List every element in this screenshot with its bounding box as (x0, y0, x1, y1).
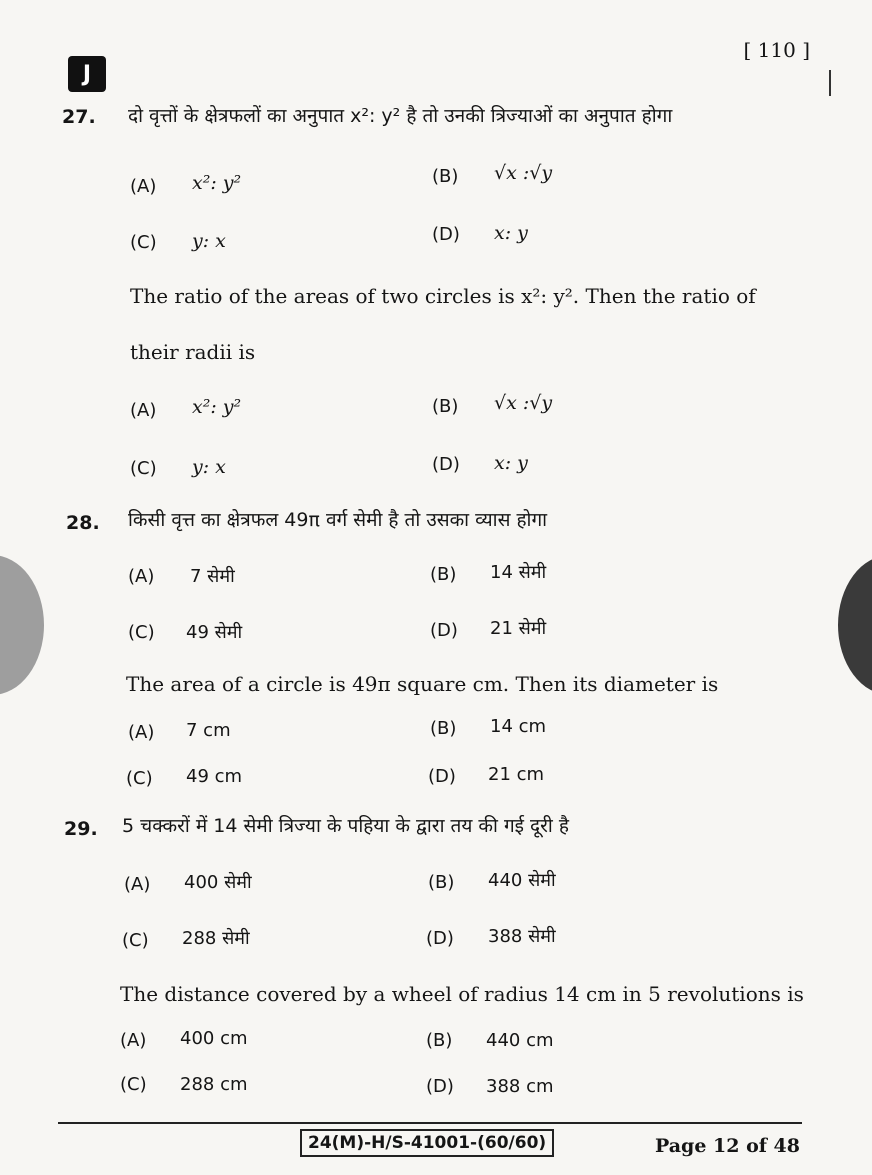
option-label: (A) (128, 722, 155, 743)
option-value: 388 सेमी (488, 926, 556, 947)
margin-mark (829, 70, 831, 96)
option-label: (D) (426, 1076, 454, 1097)
binder-hole-left (0, 555, 44, 695)
question-number: 29. (64, 818, 98, 840)
question-text-hindi: 5 चक्करों में 14 सेमी त्रिज्या के पहिया के द्वारा तय की गई दूरी है (122, 815, 569, 837)
option-label: (D) (430, 620, 458, 641)
option-label: (C) (126, 768, 153, 789)
option-label: (A) (124, 874, 151, 895)
option-label: (D) (432, 454, 460, 475)
option-value: 288 cm (180, 1074, 248, 1095)
option-value: x: y (494, 222, 528, 244)
option-value: √x :√y (494, 392, 553, 414)
option-value: 14 सेमी (490, 562, 547, 583)
option-label: (D) (432, 224, 460, 245)
question-text-hindi: दो वृत्तों के क्षेत्रफलों का अनुपात x²: y² है तो उनकी त्रिज्याओं का अनुपात होगा (128, 105, 673, 127)
option-value: 7 सेमी (190, 566, 235, 587)
binder-hole-right (838, 555, 872, 695)
option-value: x: y (494, 452, 528, 474)
option-label: (D) (428, 766, 456, 787)
section-badge: J (68, 56, 106, 92)
option-value: 288 सेमी (182, 928, 250, 949)
option-label: (B) (432, 166, 459, 187)
option-value: 21 सेमी (490, 618, 547, 639)
option-label: (B) (430, 718, 457, 739)
option-label: (A) (120, 1030, 147, 1051)
option-label: (C) (128, 622, 155, 643)
option-value: y: x (192, 456, 226, 478)
option-label: (B) (430, 564, 457, 585)
option-value: √x :√y (494, 162, 553, 184)
option-label: (B) (432, 396, 459, 417)
option-label: (C) (130, 458, 157, 479)
option-value: 400 cm (180, 1028, 248, 1049)
question-text-english: The distance covered by a wheel of radius 14 cm in 5 revolutions is (120, 982, 804, 1006)
option-value: y: x (192, 230, 226, 252)
question-number: 27. (62, 106, 96, 128)
option-value: 400 सेमी (184, 872, 252, 893)
option-value: 7 cm (186, 720, 231, 741)
paper-code: 24(M)-H/S-41001-(60/60) (300, 1129, 554, 1157)
option-label: (A) (130, 176, 157, 197)
option-label: (B) (428, 872, 455, 893)
option-label: (C) (122, 930, 149, 951)
option-value: 440 सेमी (488, 870, 556, 891)
question-text-english: The ratio of the areas of two circles is x²: y². Then the ratio of (130, 284, 756, 308)
footer-page-number: Page 12 of 48 (654, 1135, 800, 1157)
option-value: 440 cm (486, 1030, 554, 1051)
option-value: 21 cm (488, 764, 545, 785)
option-label: (C) (120, 1074, 147, 1095)
option-value: 14 cm (490, 716, 547, 737)
question-text-english-cont: their radii is (130, 340, 256, 364)
option-label: (D) (426, 928, 454, 949)
footer-rule (58, 1122, 802, 1124)
question-number: 28. (66, 512, 100, 534)
option-label: (B) (426, 1030, 453, 1051)
question-text-english: The area of a circle is 49π square cm. Then its diameter is (126, 672, 719, 696)
option-value: 49 cm (186, 766, 243, 787)
option-value: 49 सेमी (186, 622, 243, 643)
option-value: 388 cm (486, 1076, 554, 1097)
option-label: (A) (128, 566, 155, 587)
option-label: (A) (130, 400, 157, 421)
option-value: x²: y² (192, 396, 242, 418)
question-text-hindi: किसी वृत्त का क्षेत्रफल 49π वर्ग सेमी है तो उसका व्यास होगा (128, 509, 548, 531)
option-value: x²: y² (192, 172, 242, 194)
option-label: (C) (130, 232, 157, 253)
page-number: [ 110 ] (743, 38, 810, 62)
